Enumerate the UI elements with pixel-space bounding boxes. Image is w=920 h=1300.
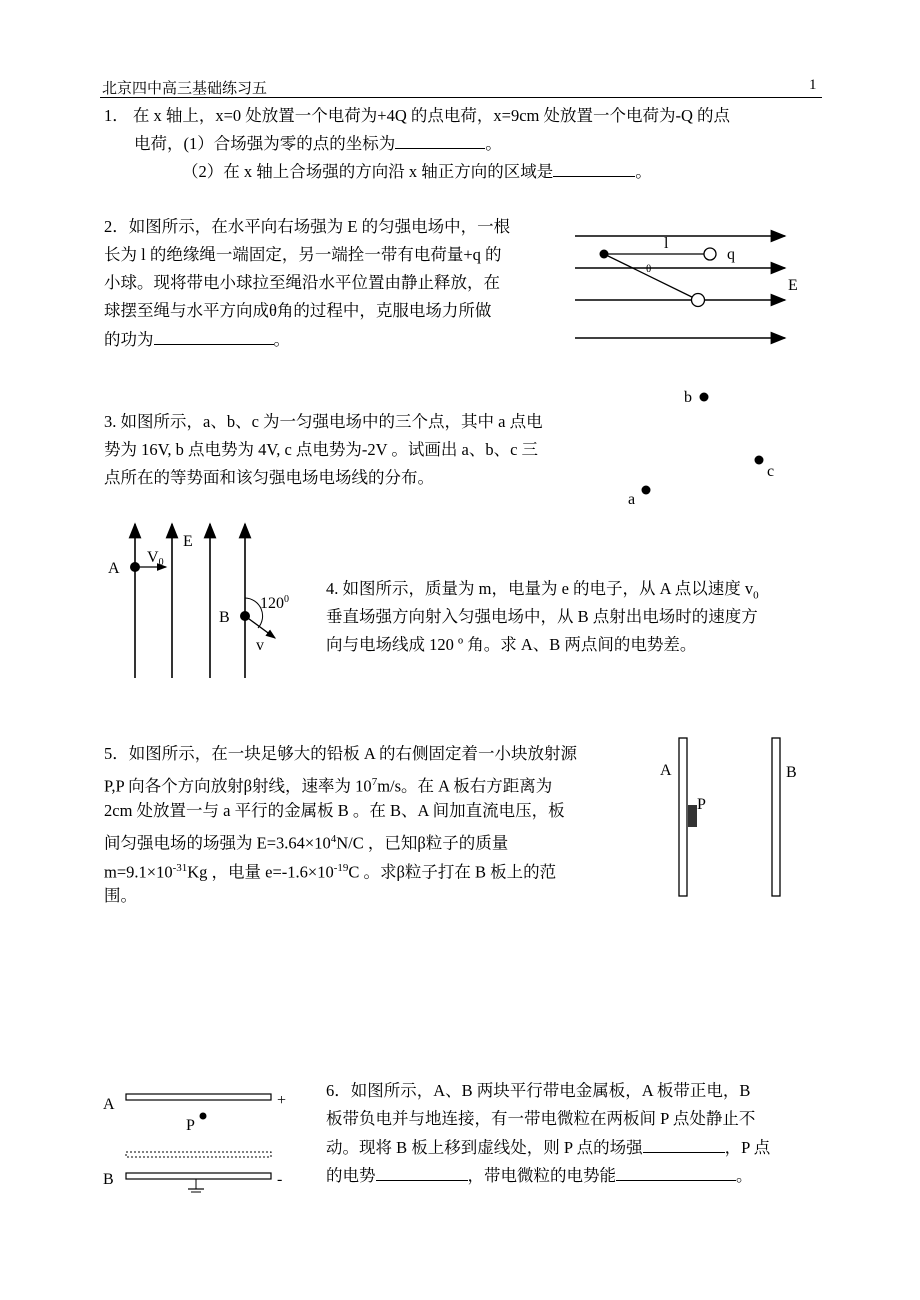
label-P: P — [697, 796, 706, 813]
header-rule — [100, 97, 822, 98]
q1-line2-text: 电荷，(1）合场强为零的点的坐标为 — [134, 134, 396, 153]
label-B: B — [219, 609, 230, 626]
q6-line2: 板带负电并与地连接，有一带电微粒在两板间 P 点处静止不 — [326, 1109, 756, 1128]
string-swung — [604, 254, 698, 300]
plate-A — [126, 1094, 271, 1100]
q2-line1: 2．如图所示，在水平向右场强为 E 的匀强电场中，一根 — [104, 217, 511, 236]
label-E: E — [788, 277, 798, 294]
q1-line3 — [182, 157, 652, 187]
q1-answer-blank-1[interactable] — [395, 147, 485, 149]
point-a — [642, 486, 651, 495]
q5-line5: $m=9.1\times 10^{-31}Kg$ ，电量 $e=-1.6\times 10^{-19}C$ 。求β粒子打在 B 板上的范 — [104, 862, 557, 882]
q6-line4-text: 的电势 — [326, 1166, 376, 1185]
q6-line4 — [326, 1161, 753, 1191]
label-v: v — [256, 637, 264, 654]
q2-line5-text: 的功为 — [104, 330, 154, 349]
label-E: E — [183, 533, 193, 550]
dashed-plate-position — [126, 1152, 271, 1157]
pivot-point — [600, 250, 609, 259]
q5-line4: 间匀强电场的场强为 $E=3.64\times 10^4N/C$ ，已知β粒子的质量 — [104, 833, 509, 853]
point-P — [200, 1113, 207, 1120]
plate-B — [772, 738, 780, 896]
q3-figure — [620, 380, 790, 510]
q2-line5 — [104, 325, 290, 355]
label-b: b — [684, 389, 692, 406]
q5-figure — [650, 730, 810, 905]
label-angle: $120^0$ — [260, 594, 289, 612]
q1-line3-text: （2）在 x 轴上合场强的方向沿 x 轴正方向的区域是 — [182, 162, 554, 181]
q2-line2: 长为 l 的绝缘绳一端固定，另一端拴一带有电荷量+q 的 — [104, 245, 502, 264]
plate-A — [679, 738, 687, 896]
q2-line4: 球摆至绳与水平方向成θ角的过程中，克服电场力所做 — [104, 301, 492, 320]
plate-B — [126, 1173, 271, 1179]
label-l: l — [664, 235, 669, 252]
q4-line1: 4. 如图所示，质量为 m，电量为 e 的电子，从 A 点以速度 $v_0$ — [326, 579, 759, 602]
q6-line3-text: 动。现将 B 板上移到虚线处，则 P 点的场强 — [326, 1138, 643, 1157]
q6-answer-blank-2[interactable] — [376, 1179, 468, 1181]
q4-line3: 向与电场线成 120 º 角。求 A、B 两点间的电势差。 — [326, 635, 697, 654]
q3-line3: 点所在的等势面和该匀强电场电场线的分布。 — [104, 468, 434, 487]
q2-answer-blank[interactable] — [154, 343, 274, 345]
q4-figure — [100, 512, 315, 682]
q5-line3: 2cm 处放置一与 a 平行的金属板 B 。在 B、A 间加直流电压，板 — [104, 801, 565, 820]
ball-initial — [704, 248, 716, 260]
q6-answer-blank-3[interactable] — [616, 1179, 736, 1181]
q1-line1: 1． 在 x 轴上，x=0 处放置一个电荷为+4Q 的点电荷，x=9cm 处放置一个电荷为-Q 的点 — [104, 106, 731, 125]
point-b — [700, 393, 709, 402]
q5-line1: 5．如图所示，在一块足够大的铅板 A 的右侧固定着一小块放射源 — [104, 744, 578, 763]
label-theta: θ — [646, 263, 652, 275]
label-A: A — [108, 560, 120, 577]
label-minus: - — [277, 1171, 283, 1188]
header-title: 北京四中高三基础练习五 — [102, 81, 268, 97]
q2-figure — [570, 220, 800, 350]
label-c: c — [767, 463, 775, 480]
source-P — [688, 805, 697, 827]
q6-line4-mid: ，带电微粒的电势能 — [467, 1166, 616, 1185]
label-P: P — [186, 1117, 195, 1134]
q4-line2: 垂直场强方向射入匀强电场中，从 B 点射出电场时的速度方 — [326, 607, 758, 626]
label-a: a — [628, 491, 636, 508]
point-c — [755, 456, 764, 465]
q1-answer-blank-2[interactable] — [553, 175, 635, 177]
q2-line5-end: 。 — [273, 330, 290, 349]
page-number: 1 — [809, 77, 817, 93]
q6-line1: 6．如图所示，A、B 两块平行带电金属板，A 板带正电，B — [326, 1081, 751, 1100]
label-V0: V0 — [147, 549, 164, 568]
q2-line3: 小球。现将带电小球拉至绳沿水平位置由静止释放，在 — [104, 273, 500, 292]
label-q: q — [727, 246, 735, 263]
label-A: A — [103, 1096, 115, 1113]
q5-line6: 围。 — [104, 886, 137, 905]
ball-final — [692, 294, 705, 307]
q3-line2: 势为 16V, b 点电势为 4V, c 点电势为-2V 。试画出 a、b、c 三 — [104, 440, 539, 459]
q1-line2-end: 。 — [485, 134, 502, 153]
q1-line3-end: 。 — [635, 162, 652, 181]
q3-line1: 3. 如图所示，a、b、c 为一匀强电场中的三个点，其中 a 点电 — [104, 412, 543, 431]
label-A: A — [660, 762, 672, 779]
q6-line3 — [326, 1133, 770, 1163]
q6-answer-blank-1[interactable] — [643, 1151, 725, 1153]
q6-figure — [100, 1085, 300, 1200]
q6-line3-end: ，P 点 — [724, 1138, 771, 1157]
label-plus: + — [277, 1092, 287, 1109]
velocity-v-arrow — [245, 616, 275, 638]
q5-line2: P,P 向各个方向放射β射线，速率为 $10^7m/s$。在 A 板右方距离为 — [104, 776, 553, 796]
label-B: B — [103, 1171, 114, 1188]
q1-line2 — [134, 129, 502, 159]
ground-icon — [188, 1179, 204, 1192]
label-B: B — [786, 764, 797, 781]
q6-line4-end: 。 — [736, 1166, 753, 1185]
